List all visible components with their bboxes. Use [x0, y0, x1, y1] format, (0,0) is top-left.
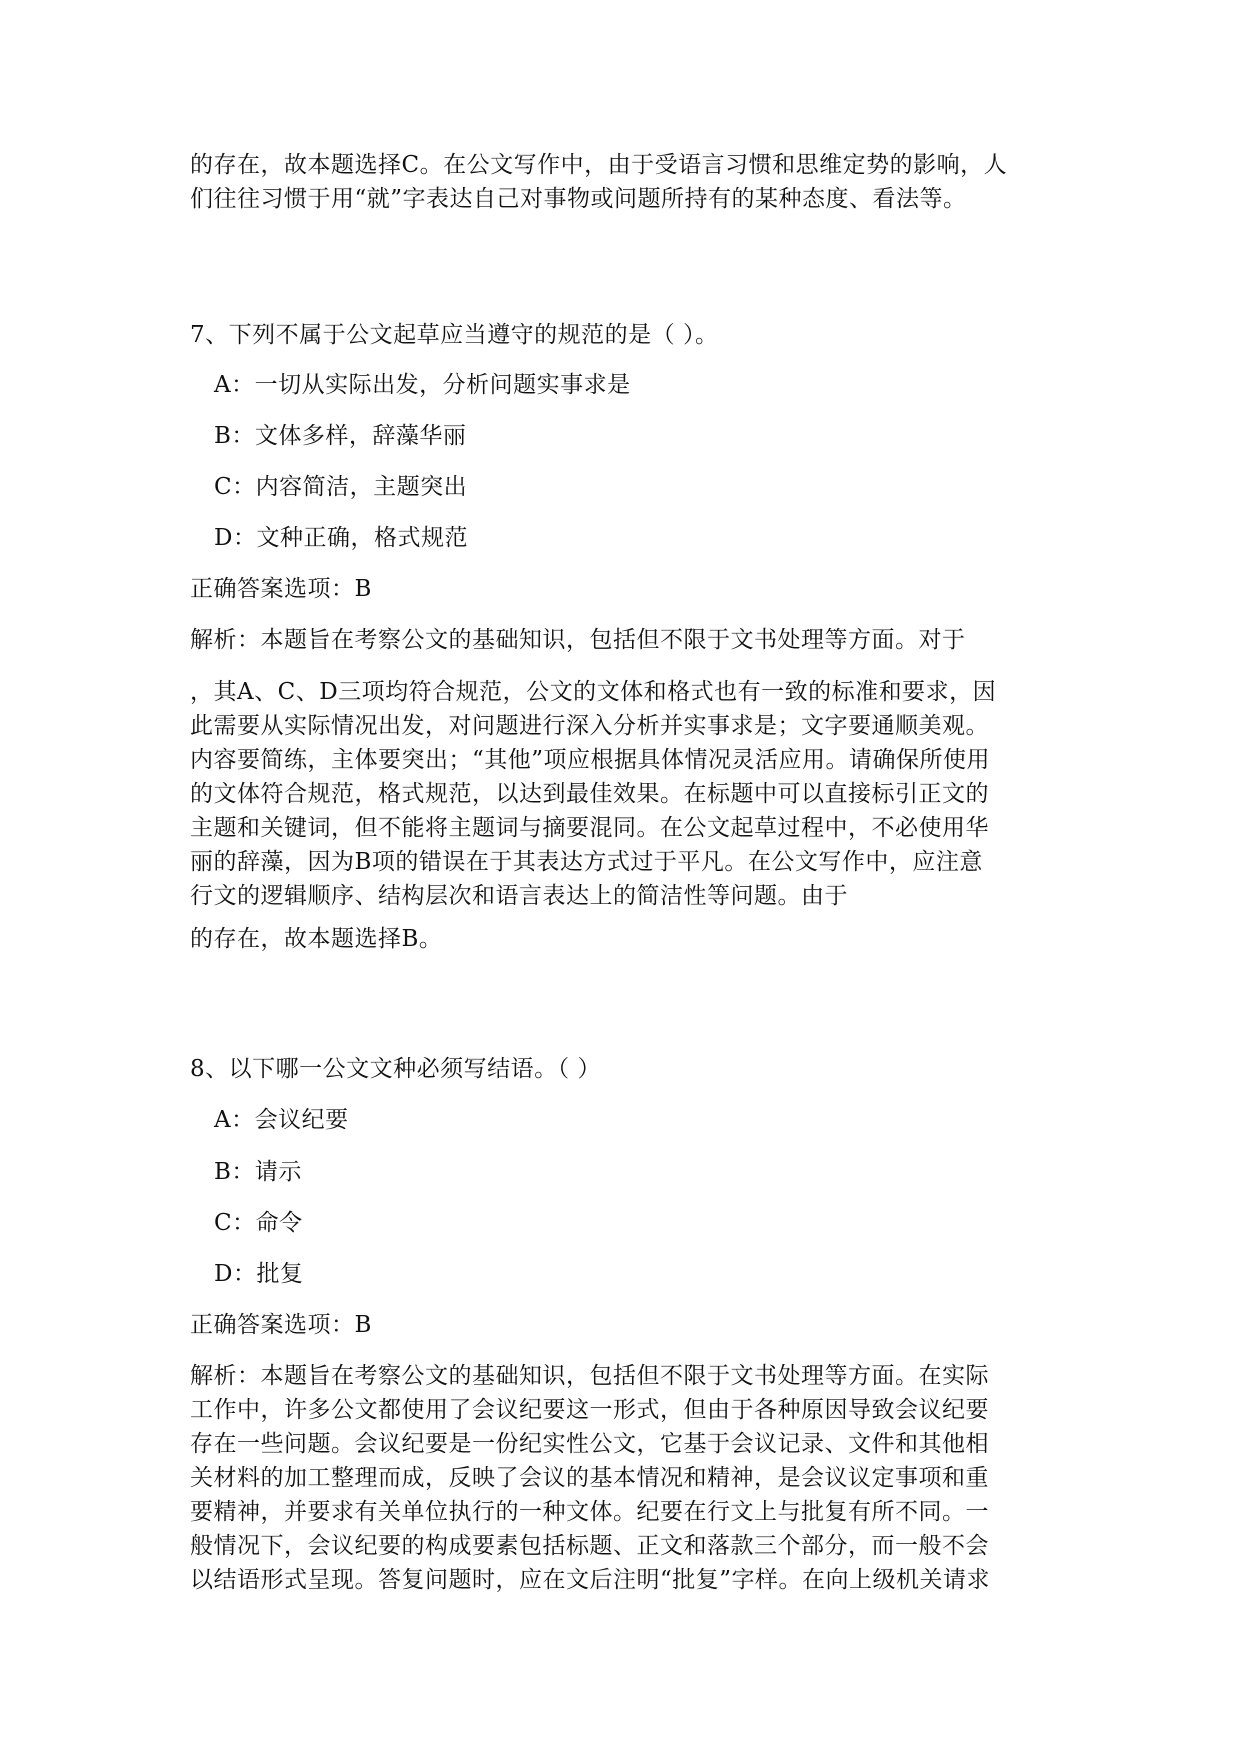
q8-option-c: C：命令	[214, 1210, 303, 1236]
q8-analysis-line: 存在一些问题。会议纪要是一份纪实性公文，它基于会议记录、文件和其他相	[190, 1431, 989, 1457]
q7-analysis-line: 行文的逻辑顺序、结构层次和语言表达上的简洁性等问题。由于	[190, 883, 848, 909]
q7-analysis-body	[190, 675, 1060, 913]
q8-option-b: B：请示	[214, 1159, 302, 1185]
q8-analysis-line: 关材料的加工整理而成，反映了会议的基本情况和精神，是会议议定事项和重	[190, 1465, 989, 1491]
q7-option-a: A：一切从实际出发，分析问题实事求是	[214, 372, 631, 398]
q7-option-c: C：内容简洁，主题突出	[214, 474, 468, 500]
q8-option-d: D：批复	[214, 1261, 304, 1287]
q7-option-d: D：文种正确，格式规范	[214, 525, 468, 551]
intro-line: 的存在，故本题选择C。在公文写作中，由于受语言习惯和思维定势的影响，人	[190, 152, 1008, 178]
q8-option-a: A：会议纪要	[214, 1107, 349, 1133]
q7-option-b: B：文体多样，辞藻华丽	[214, 423, 467, 449]
q7-analysis-line: 此需要从实际情况出发，对问题进行深入分析并实事求是；文字要通顺美观。	[190, 713, 989, 739]
q8-analysis-line: 解析：本题旨在考察公文的基础知识，包括但不限于文书处理等方面。在实际	[190, 1363, 989, 1389]
q8-analysis-line: 般情况下，会议纪要的构成要素包括标题、正文和落款三个部分，而一般不会	[190, 1533, 989, 1559]
q7-analysis-line: 内容要简练，主体要突出；“其他”项应根据具体情况灵活应用。请确保所使用	[190, 747, 991, 773]
q8-analysis-line: 以结语形式呈现。答复问题时，应在文后注明“批复”字样。在向上级机关请求	[190, 1567, 991, 1593]
q7-analysis-line: 丽的辞藻，因为B项的错误在于其表达方式过于平凡。在公文写作中，应注意	[190, 849, 983, 875]
q7-analysis-line: 的文体符合规范，格式规范，以达到最佳效果。在标题中可以直接标引正文的	[190, 781, 989, 807]
q8-analysis-line: 工作中，许多公文都使用了会议纪要这一形式，但由于各种原因导致会议纪要	[190, 1397, 989, 1423]
q7-analysis-head: 解析：本题旨在考察公文的基础知识，包括但不限于文书处理等方面。对于	[190, 627, 966, 653]
intro-paragraph	[190, 148, 1060, 216]
q8-question: 8、以下哪一公文文种必须写结语。（ ）	[190, 1056, 601, 1082]
intro-line: 们往往习惯于用“就”字表达自己对事物或问题所持有的某种态度、看法等。	[190, 186, 967, 212]
q8-analysis	[190, 1359, 1060, 1597]
q7-question: 7、下列不属于公文起草应当遵守的规范的是（ ）。	[190, 322, 719, 348]
q7-answer: 正确答案选项：B	[190, 576, 372, 602]
q7-analysis-tail: 的存在，故本题选择B。	[190, 926, 443, 952]
q7-analysis-line: 主题和关键词，但不能将主题词与摘要混同。在公文起草过程中，不必使用华	[190, 815, 989, 841]
q7-analysis-line: ，其A、C、D三项均符合规范，公文的文体和格式也有一致的标准和要求，因	[190, 679, 997, 705]
q8-answer: 正确答案选项：B	[190, 1312, 372, 1338]
q8-analysis-line: 要精神，并要求有关单位执行的一种文体。纪要在行文上与批复有所不同。一	[190, 1499, 989, 1525]
